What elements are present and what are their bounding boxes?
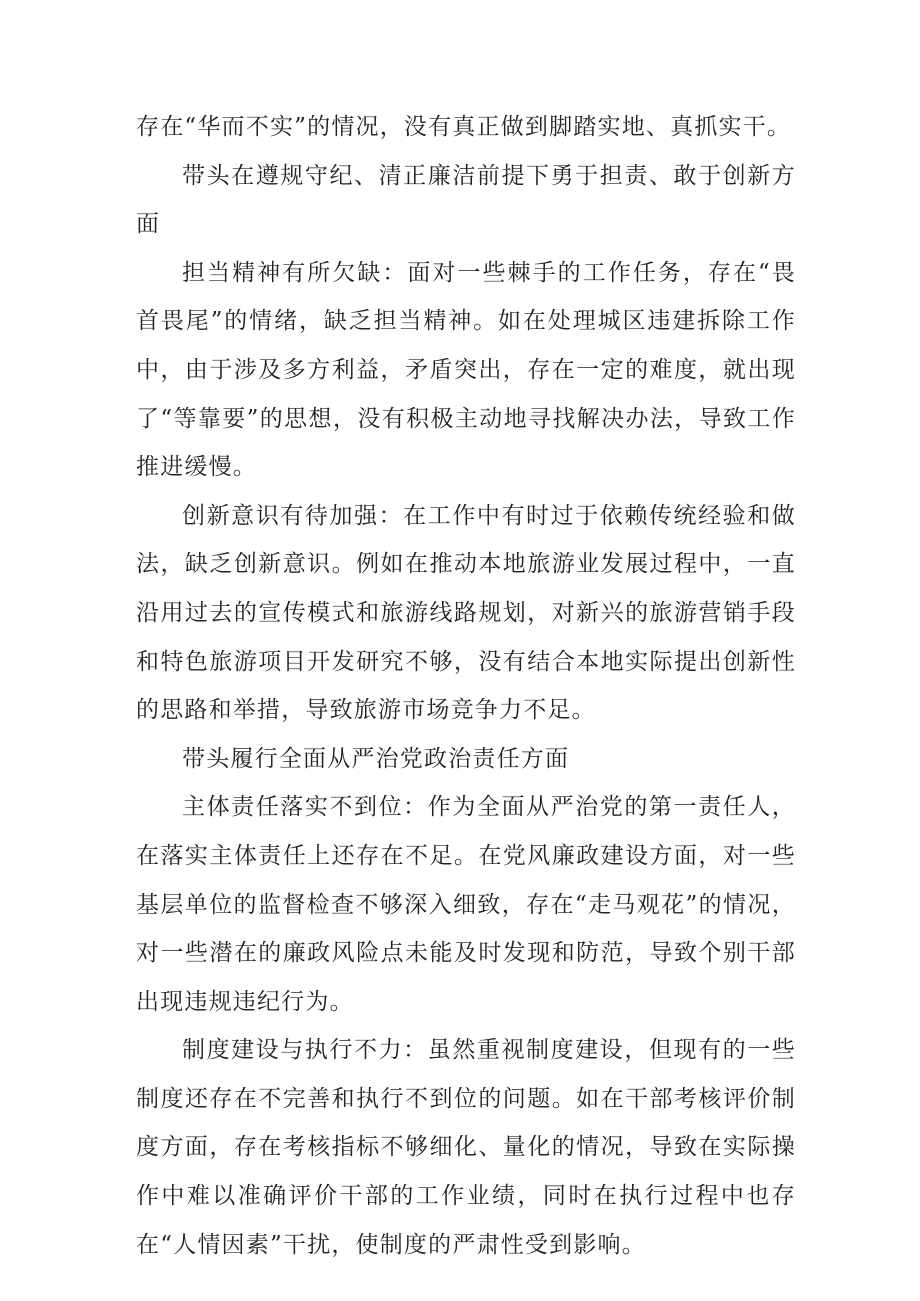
paragraph-innovation: 创新意识有待加强：在工作中有时过于依赖传统经验和做法，缺乏创新意识。例如在推动本地旅游业发展过程中，一直沿用过去的宣传模式和旅游线路规划，对新兴的旅游营销手段和特色旅游项目开发研究不够，没有结合本地实际提出创新性的思路和举措，导致旅游市场竞争力不足。 — [136, 502, 796, 724]
document-body — [136, 103, 796, 1269]
paragraph-main-responsibility: 主体责任落实不到位：作为全面从严治党的第一责任人，在落实主体责任上还存在不足。在党风廉政建设方面，对一些基层单位的监督检查不够深入细致，存在“走马观花”的情况，对一些潜在的廉政风险点未能及时发现和防范，导致个别干部出现违规违纪行为。 — [136, 794, 796, 1015]
section-heading-responsibility-innovation: 带头在遵规守纪、清正廉洁前提下勇于担责、敢于创新方面 — [136, 162, 796, 238]
paragraph-responsibility: 担当精神有所欠缺：面对一些棘手的工作任务，存在“畏首畏尾”的情绪，缺乏担当精神。如在处理城区违建拆除工作中，由于涉及多方利益，矛盾突出，存在一定的难度，就出现了“等靠要”的思想，没有积极主动地寻找解决办法，导致工作推进缓慢。 — [136, 259, 796, 481]
section-heading-party-governance: 带头履行全面从严治党政治责任方面 — [182, 745, 570, 772]
paragraph-continuation: 存在“华而不实”的情况，没有真正做到脚踏实地、真抓实干。 — [136, 114, 792, 140]
paragraph-institution-building: 制度建设与执行不力：虽然重视制度建设，但现有的一些制度还存在不完善和执行不到位的问题。如在干部考核评价制度方面，存在考核指标不够细化、量化的情况，导致在实际操作中难以准确评价干部的工作业绩，同时在执行过程中也存在“人情因素”干扰，使制度的严肃性受到影响。 — [136, 1037, 796, 1258]
